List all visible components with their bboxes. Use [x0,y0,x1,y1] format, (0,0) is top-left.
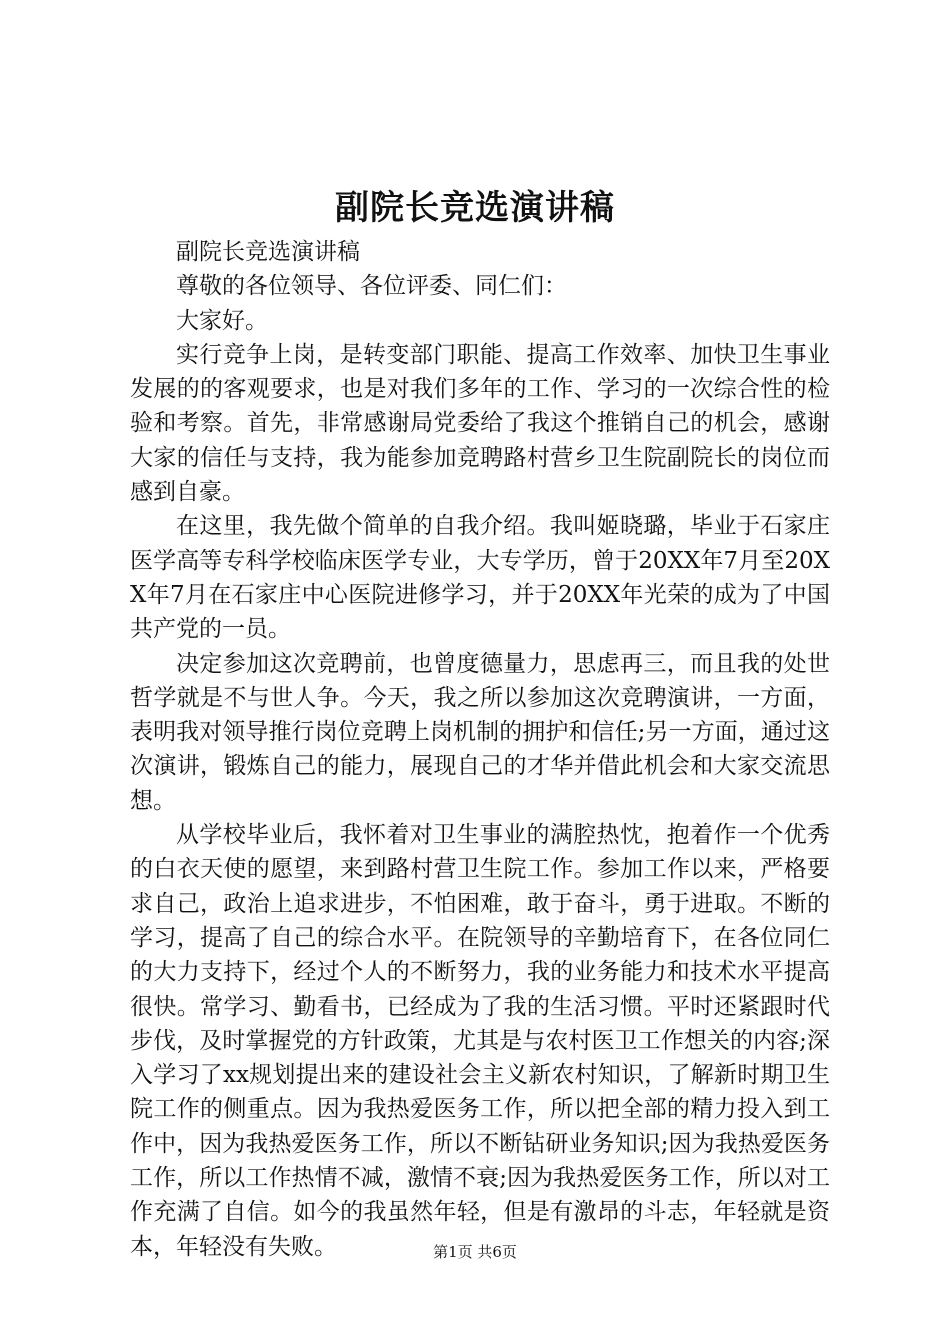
body-paragraph: 副院长竞选演讲稿 [176,239,360,265]
document-body [130,235,830,1264]
body-paragraph: 大家好。 [176,307,268,334]
body-paragraph: 尊敬的各位领导、各位评委、同仁们： [176,273,567,300]
body-paragraph: 从学校毕业后，我怀着对卫生事业的满腔热忱，抱着作一个优秀的白衣天使的愿望，来到路村营卫生院工作。参加工作以来，严格要求自己，政治上追求进步，不怕困难，敢于奋斗，勇于进取。不断的学习，提高了自己的综合水平。在院领导的辛勤培育下，在各位同仁的大力支持下，经过个人的不断努力，我的业务能力和技术水平提高很快。常学习、勤看书，已经成为了我的生活习惯。平时还紧跟时代步伐，及时掌握党的方针政策，尤其是与农村医卫工作想关的内容;深入学习了xx规划提出来的建设社会主义新农村知识，了解新时期卫生院工作的侧重点。因为我热爱医务工作，所以把全部的精力投入到工作中，因为我热爱医务工作，所以不断钻研业务知识;因为我热爱医务工作，所以工作热情不减，激情不衰;因为我热爱医务工作，所以对工作充满了自信。如今的我虽然年轻，但是有激昂的斗志，年轻就是资本，年轻没有失败。 [130,822,830,1260]
body-paragraph: 在这里，我先做个简单的自我介绍。我叫姬晓璐，毕业于石家庄医学高等专科学校临床医学专业，大专学历，曾于20XX年7月至20XX年7月在石家庄中心医院进修学习，并于20XX年光荣的成为了中国共产党的一员。 [130,513,830,643]
body-paragraph: 实行竞争上岗，是转变部门职能、提高工作效率、加快卫生事业发展的的客观要求，也是对我们多年的工作、学习的一次综合性的检验和考察。首先，非常感谢局党委给了我这个推销自己的机会，感谢大家的信任与支持，我为能参加竞聘路村营乡卫生院副院长的岗位而感到自豪。 [130,341,830,506]
document-title: 副院长竞选演讲稿 [335,188,615,228]
page-footer: 第1页 共6页 [433,1243,517,1261]
body-paragraph: 决定参加这次竞聘前，也曾度德量力，思虑再三，而且我的处世哲学就是不与世人争。今天，我之所以参加这次竞聘演讲，一方面，表明我对领导推行岗位竞聘上岗机制的拥护和信任;另一方面，通过这次演讲，锻炼自己的能力，展现自己的才华并借此机会和大家交流思想。 [130,650,830,814]
